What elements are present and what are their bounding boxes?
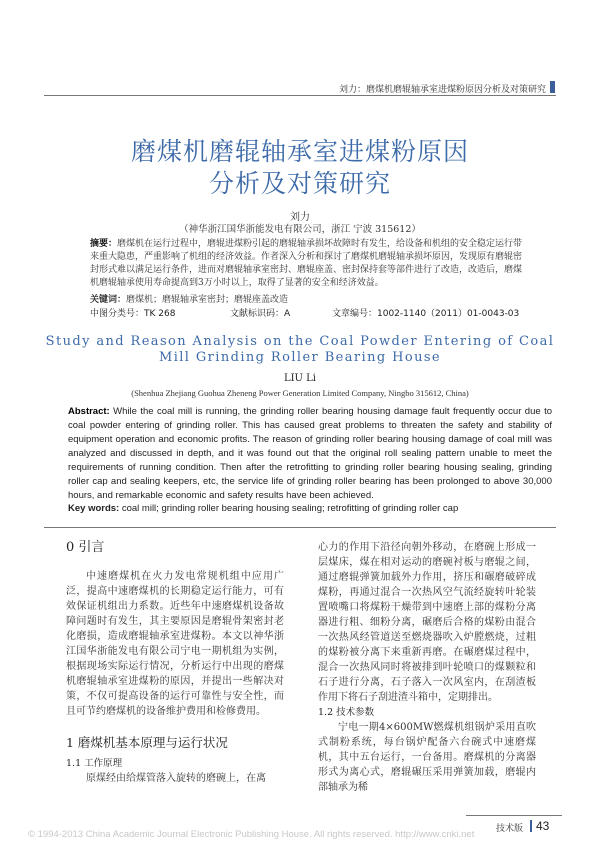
header-rule	[44, 95, 556, 96]
keywords-cn-label: 关键词：	[90, 295, 127, 305]
abstract-en	[68, 405, 552, 503]
copyright-watermark: © 1994-2013 China Academic Journal Electronic Publishing House. All rights reserved. http://www.cnki.net	[28, 829, 475, 840]
document-code: 文献标识码：A	[230, 309, 291, 319]
author-cn: 刘力	[290, 212, 310, 223]
section-1-1-paragraph: 原煤经由给煤管落入旋转的磨碗上，在离	[86, 773, 266, 784]
footer-rule	[466, 815, 562, 816]
title-en-line-1: Study and Reason Analysis on the Coal Powder Entering of Coal	[45, 334, 555, 349]
abstract-cn-text: 磨煤机在运行过程中，磨辊进煤粉引起的磨辊轴承损坏故障时有发生，给设备和机组的安全稳定运行带来重大隐患，严重影响了机组的经济效益。作者深入分析和探讨了磨煤机磨辊轴承损坏原因，发现原有磨辊密封形式难以满足运行条件，进而对磨辊轴承室密封、磨辊座盖、密封保持套等部件进行了改造，改造后，磨煤机磨辊轴承使用寿命提高到3万小时以上，取得了显著的安全和经济效益。	[90, 239, 523, 288]
keywords-en-label: Key words:	[68, 503, 120, 514]
clc-number: 中图分类号：TK 268	[90, 309, 176, 319]
body-column-right	[318, 540, 536, 795]
section-1-2-paragraph: 宁电一期4×600MW燃煤机组锅炉采用直吹式制粉系统，每台锅炉配备六台碗式中速磨煤机，其中五台运行，一台备用。磨煤机的分离器形式为离心式，磨辊碾压采用弹簧加载，磨辊内部轴承为稀	[318, 722, 536, 793]
abstract-en-label: Abstract:	[68, 406, 110, 417]
affiliation-cn: （神华浙江国华浙能发电有限公司，浙江 宁波 315612）	[179, 224, 421, 235]
section-0-paragraph: 中速磨煤机在火力发电常规机组中应用广泛，提高中速磨煤机的长期稳定运行能力，可有效保证机组出力系数。近些年中速磨煤机设备故障问题时有发生，其主要原因是磨辊骨架密封老化磨损，造成磨辊轴承室进煤粉。本文以神华浙江国华浙能发电有限公司宁电一期机组为实例，根据现场实际运行情况，分析运行中出现的磨煤机磨辊轴承室进煤粉的原因，并提出一些解决对策，不仅可提高设备的运行可靠性与安全性，而且可节约磨煤机的设备维护费用和检修费用。	[66, 571, 284, 717]
page-number: 43	[536, 819, 550, 833]
section-1-2-heading: 1.2 技术参数	[318, 707, 375, 718]
article-number: 文章编号：1002-1140（2011）01-0043-03	[332, 309, 520, 319]
abstract-cn	[90, 238, 528, 290]
keywords-en	[68, 503, 552, 514]
keywords-en-text: coal mill; grinding roller bearing housing sealing; retrofitting of grinding roller cap	[121, 503, 459, 514]
footer-accent-bar	[530, 820, 532, 832]
section-0-heading: 0 引言	[66, 540, 105, 555]
section-1-heading: 1 磨煤机基本原理与运行状况	[66, 735, 228, 750]
author-en: LIU Li	[283, 373, 317, 384]
title-cn-line-1: 磨煤机磨辊轴承室进煤粉原因	[130, 137, 469, 166]
title-en	[0, 334, 600, 366]
running-header: 刘力：磨煤机磨辊轴承室进煤粉原因分析及对策研究	[338, 85, 546, 95]
title-cn-line-2: 分析及对策研究	[208, 169, 391, 198]
body-column-left	[66, 540, 284, 786]
affiliation-en: (Shenhua Zhejiang Guohua Zheneng Power Generation Limited Company, Ningbo 315612, China)	[131, 388, 469, 398]
section-1-1-continued: 心力的作用下沿径向朝外移动，在磨碗上形成一层煤床，煤在相对运动的磨碗衬板与磨辊之间，通过磨辊弹簧加载外力作用，挤压和碾磨破碎成煤粉，再通过混合一次热风空气流经旋转叶轮装置喷嘴口将煤粉干燥带到中速磨上部的煤粉分离器进行粗、细粉分离，碾磨后合格的煤粉由混合一次热风经管道送至燃烧器吹入炉膛燃烧，过粗的煤粉被分离下来重新再磨。在碾磨煤过程中，混合一次热风同时将被排到叶轮喷口的煤颗粒和石子进行分离，石子落入一次风室内，在刮渣板作用下将石子刮进渣斗箱中，定期排出。	[318, 542, 536, 703]
title-en-line-2: Mill Grinding Roller Bearing House	[158, 350, 442, 365]
abstract-cn-label: 摘要：	[90, 239, 118, 249]
keywords-cn	[90, 292, 528, 305]
title-cn	[0, 136, 600, 200]
section-1-1-heading: 1.1 工作原理	[66, 758, 123, 769]
abstract-en-text: While the coal mill is running, the grinding roller bearing housing damage fault frequently occur due to coal powder entering of grinding roller. This has caused great problems to threaten the safety and stability of equipment operation and economic profits. The reason of grinding roller bearing housing damage of coal mill was analyzed and discussed in depth, and it was found out that the original roll sealing pattern unable to meet the requirements of running condition. Then after the retrofitting to grinding roller bearing housing sealing, grinding roller cap and sealing keepers, etc, the service life of grinding roller bearing has been prolonged to above 30,000 hours, and remarkable economic and safety results have been achieved.	[68, 406, 552, 501]
section-label: 技术版	[496, 824, 524, 834]
header-accent-bar	[550, 81, 555, 93]
section-divider	[44, 527, 556, 528]
keywords-cn-text: 磨煤机；磨辊轴承室密封；磨辊座盖改造	[126, 295, 289, 305]
